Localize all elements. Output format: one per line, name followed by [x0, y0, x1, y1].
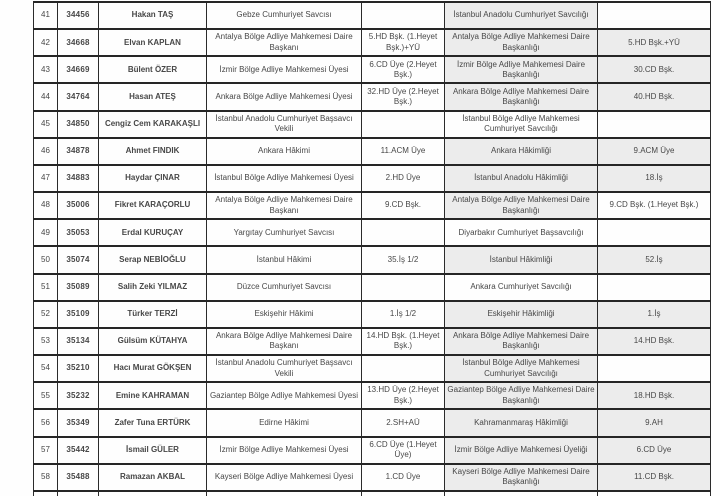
new-duty-cell: 9.ACM Üye	[598, 138, 711, 165]
current-duty-cell	[362, 219, 445, 246]
current-duty-cell: 14.HD Bşk. (1.Heyet Bşk.)	[362, 328, 445, 355]
new-duty-cell	[598, 111, 711, 138]
new-position-cell: İstanbul Anadolu Hâkimliği	[445, 165, 598, 192]
new-duty-cell: 30.CD Bşk.	[598, 56, 711, 83]
name-cell: Haydar ÇINAR	[99, 165, 207, 192]
row-number-cell: 54	[34, 355, 58, 382]
current-duty-cell: 5.HD Bşk. (1.Heyet Bşk.)+YÜ	[362, 29, 445, 56]
current-duty-cell: 9.CD Bşk.	[362, 192, 445, 219]
registry-number-cell: 35488	[58, 464, 99, 491]
row-number-cell: 48	[34, 192, 58, 219]
new-position-cell: Kayseri Bölge Adliye Mahkemesi Daire Başkanlığı	[445, 464, 598, 491]
new-position-cell: İstanbul Bölge Adliye Mahkemesi Cumhuriyet Savcılığı	[445, 111, 598, 138]
current-position-cell: İzmir Bölge Adliye Mahkemesi Üyesi	[207, 56, 362, 83]
new-duty-cell	[598, 2, 711, 29]
table-row	[34, 409, 711, 436]
assignments-table	[33, 1, 711, 496]
current-position-cell: Antalya Bölge Adliye Mahkemesi Daire Başkanı	[207, 29, 362, 56]
new-position-cell: Diyarbakır Cumhuriyet Başsavcılığı	[445, 219, 598, 246]
registry-number-cell: 35109	[58, 301, 99, 328]
table-row	[34, 328, 711, 355]
new-position-cell: Ankara Bölge Adliye Mahkemesi Daire Başkanlığı	[445, 83, 598, 110]
new-duty-cell: 14.HD Bşk.	[598, 328, 711, 355]
new-position-cell: Ankara Bölge Adliye Mahkemesi Daire Başkanlığı	[445, 328, 598, 355]
name-cell: Salih Zeki YILMAZ	[99, 274, 207, 301]
table-row	[34, 56, 711, 83]
row-number-cell: 56	[34, 409, 58, 436]
current-duty-cell	[362, 355, 445, 382]
new-duty-cell	[598, 355, 711, 382]
current-position-cell: Kayseri Bölge Adliye Mahkemesi Üyesi	[207, 464, 362, 491]
row-number-cell: 53	[34, 328, 58, 355]
current-duty-cell: 1.CD Üye	[362, 464, 445, 491]
registry-number-cell: 35349	[58, 409, 99, 436]
table-row	[34, 355, 711, 382]
name-cell: Serap NEBİOĞLU	[99, 246, 207, 273]
partial-next-row	[34, 491, 711, 496]
registry-number-cell: 34850	[58, 111, 99, 138]
new-position-cell: İstanbul Bölge Adliye Mahkemesi Cumhuriyet Savcılığı	[445, 355, 598, 382]
table-row	[34, 301, 711, 328]
name-cell: Bülent ÖZER	[99, 56, 207, 83]
row-number-cell: 52	[34, 301, 58, 328]
registry-number-cell: 35074	[58, 246, 99, 273]
registry-number-cell: 34883	[58, 165, 99, 192]
row-number-cell: 55	[34, 382, 58, 409]
current-duty-cell: 6.CD Üye (2.Heyet Bşk.)	[362, 56, 445, 83]
new-duty-cell	[598, 219, 711, 246]
new-position-cell: İzmir Bölge Adliye Mahkemesi Üyeliği	[445, 437, 598, 464]
row-number-cell: 51	[34, 274, 58, 301]
row-number-cell: 57	[34, 437, 58, 464]
current-position-cell: Gaziantep Bölge Adliye Mahkemesi Üyesi	[207, 382, 362, 409]
name-cell: Emine KAHRAMAN	[99, 382, 207, 409]
current-position-cell: Ankara Bölge Adliye Mahkemesi Daire Başkanı	[207, 328, 362, 355]
current-position-cell: İzmir Bölge Adliye Mahkemesi Üyesi	[207, 437, 362, 464]
name-cell: Hakan TAŞ	[99, 2, 207, 29]
current-position-cell: Yargıtay Cumhuriyet Savcısı	[207, 219, 362, 246]
registry-number-cell: 34456	[58, 2, 99, 29]
assignments-table-body	[34, 2, 711, 496]
row-number-cell: 42	[34, 29, 58, 56]
registry-number-cell: 35210	[58, 355, 99, 382]
new-duty-cell	[598, 491, 711, 496]
row-number-cell: 44	[34, 83, 58, 110]
name-cell: Türker TERZİ	[99, 301, 207, 328]
current-position-cell: İstanbul Bölge Adliye Mahkemesi Üyesi	[207, 165, 362, 192]
current-duty-cell: 6.CD Üye (1.Heyet Üye)	[362, 437, 445, 464]
row-number-cell: 58	[34, 464, 58, 491]
table-row	[34, 111, 711, 138]
table-row	[34, 219, 711, 246]
name-cell: Elvan KAPLAN	[99, 29, 207, 56]
new-position-cell	[445, 491, 598, 496]
registry-number-cell: 35232	[58, 382, 99, 409]
new-duty-cell: 6.CD Üye	[598, 437, 711, 464]
table-row	[34, 274, 711, 301]
new-position-cell: Kahramanmaraş Hâkimliği	[445, 409, 598, 436]
current-position-cell: İstanbul Anadolu Cumhuriyet Başsavcı Vekili	[207, 111, 362, 138]
row-number-cell: 47	[34, 165, 58, 192]
current-position-cell: Ankara Hâkimi	[207, 138, 362, 165]
registry-number-cell: 34669	[58, 56, 99, 83]
new-duty-cell: 1.İş	[598, 301, 711, 328]
name-cell: Erdal KURUÇAY	[99, 219, 207, 246]
new-duty-cell	[598, 274, 711, 301]
name-cell: Gülsüm KÜTAHYA	[99, 328, 207, 355]
registry-number-cell: 35053	[58, 219, 99, 246]
row-number-cell	[34, 491, 58, 496]
current-position-cell: Düzce Cumhuriyet Savcısı	[207, 274, 362, 301]
table-row	[34, 29, 711, 56]
registry-number-cell: 35134	[58, 328, 99, 355]
new-position-cell: Antalya Bölge Adliye Mahkemesi Daire Başkanlığı	[445, 29, 598, 56]
registry-number-cell: 34878	[58, 138, 99, 165]
current-position-cell	[207, 491, 362, 496]
current-duty-cell: 1.İş 1/2	[362, 301, 445, 328]
table-row	[34, 165, 711, 192]
new-position-cell: Ankara Cumhuriyet Savcılığı	[445, 274, 598, 301]
name-cell: Ahmet FINDIK	[99, 138, 207, 165]
name-cell: Zafer Tuna ERTÜRK	[99, 409, 207, 436]
new-duty-cell: 11.CD Bşk.	[598, 464, 711, 491]
new-duty-cell: 18.İş	[598, 165, 711, 192]
row-number-cell: 45	[34, 111, 58, 138]
current-position-cell: Antalya Bölge Adliye Mahkemesi Daire Başkanı	[207, 192, 362, 219]
table-row	[34, 2, 711, 29]
name-cell: İsmail GÜLER	[99, 437, 207, 464]
registry-number-cell: 35442	[58, 437, 99, 464]
new-duty-cell: 40.HD Bşk.	[598, 83, 711, 110]
name-cell: Fikret KARAÇORLU	[99, 192, 207, 219]
new-duty-cell: 52.İş	[598, 246, 711, 273]
current-duty-cell: 13.HD Üye (2.Heyet Bşk.)	[362, 382, 445, 409]
name-cell	[99, 491, 207, 496]
row-number-cell: 46	[34, 138, 58, 165]
registry-number-cell: 35006	[58, 192, 99, 219]
new-position-cell: İstanbul Hâkimliği	[445, 246, 598, 273]
registry-number-cell: 34764	[58, 83, 99, 110]
name-cell: Cengiz Cem KARAKAŞLI	[99, 111, 207, 138]
current-duty-cell: 32.HD Üye (2.Heyet Bşk.)	[362, 83, 445, 110]
current-duty-cell: 11.ACM Üye	[362, 138, 445, 165]
new-position-cell: İstanbul Anadolu Cumhuriyet Savcılığı	[445, 2, 598, 29]
new-position-cell: Antalya Bölge Adliye Mahkemesi Daire Başkanlığı	[445, 192, 598, 219]
current-position-cell: Eskişehir Hâkimi	[207, 301, 362, 328]
name-cell: Hacı Murat GÖKŞEN	[99, 355, 207, 382]
new-position-cell: Gaziantep Bölge Adliye Mahkemesi Daire Başkanlığı	[445, 382, 598, 409]
current-position-cell: Ankara Bölge Adliye Mahkemesi Üyesi	[207, 83, 362, 110]
current-duty-cell: 2.HD Üye	[362, 165, 445, 192]
current-duty-cell	[362, 491, 445, 496]
table-row	[34, 382, 711, 409]
table-row	[34, 83, 711, 110]
registry-number-cell: 34668	[58, 29, 99, 56]
current-position-cell: Gebze Cumhuriyet Savcısı	[207, 2, 362, 29]
row-number-cell: 43	[34, 56, 58, 83]
current-position-cell: Edirne Hâkimi	[207, 409, 362, 436]
current-duty-cell	[362, 2, 445, 29]
registry-number-cell: 35089	[58, 274, 99, 301]
registry-number-cell	[58, 491, 99, 496]
new-duty-cell: 9.CD Bşk. (1.Heyet Bşk.)	[598, 192, 711, 219]
current-duty-cell: 2.SH+AÜ	[362, 409, 445, 436]
name-cell: Ramazan AKBAL	[99, 464, 207, 491]
new-duty-cell: 18.HD Bşk.	[598, 382, 711, 409]
current-duty-cell: 35.İş 1/2	[362, 246, 445, 273]
new-position-cell: Ankara Hâkimliği	[445, 138, 598, 165]
table-row	[34, 138, 711, 165]
current-duty-cell	[362, 111, 445, 138]
name-cell: Hasan ATEŞ	[99, 83, 207, 110]
current-position-cell: İstanbul Hâkimi	[207, 246, 362, 273]
row-number-cell: 41	[34, 2, 58, 29]
table-row	[34, 246, 711, 273]
new-position-cell: Eskişehir Hâkimliği	[445, 301, 598, 328]
row-number-cell: 50	[34, 246, 58, 273]
row-number-cell: 49	[34, 219, 58, 246]
new-duty-cell: 5.HD Bşk.+YÜ	[598, 29, 711, 56]
table-row	[34, 437, 711, 464]
table-row	[34, 192, 711, 219]
table-row	[34, 464, 711, 491]
current-duty-cell	[362, 274, 445, 301]
current-position-cell: İstanbul Anadolu Cumhuriyet Başsavcı Vekili	[207, 355, 362, 382]
new-position-cell: İzmir Bölge Adliye Mahkemesi Daire Başkanlığı	[445, 56, 598, 83]
new-duty-cell: 9.AH	[598, 409, 711, 436]
